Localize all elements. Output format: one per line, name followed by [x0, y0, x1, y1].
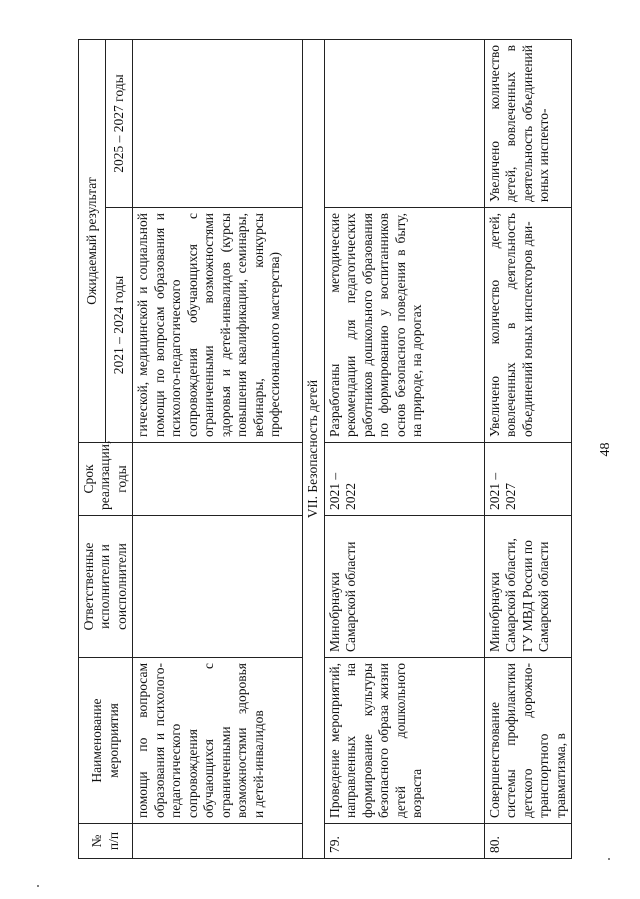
row-result-a: Разработаны методические рекомендации для педагогических работников дошкольного образования по формированию у воспитанников основ безопасного поведения в быту, на природе, на дорогах: [324, 208, 484, 443]
col-result-header: Ожидаемый результат: [79, 40, 106, 443]
row-num: 80.: [484, 824, 571, 859]
row-name: помощи по вопросам образования и психолого-педагогического сопровождения обучающихся с ограниченными возможностями здоровья и детей-инвалидов: [133, 658, 303, 824]
row-result-a: гической, медицинской и социальной помощи по вопросам образования и психолого-педагогического сопровождения обучающихся с ограниченными возможностями здоровья и детей-инвалидов (курсы повышения квалификации, семинары, вебинары, конкурсы профессионального мастерства): [133, 208, 303, 443]
row-term: [133, 443, 303, 516]
page-number: 48: [598, 442, 613, 457]
section-row: [303, 40, 324, 859]
row-executors: Минобрнауки Самарской области, ГУ МВД России по Самарской области: [484, 516, 571, 658]
col-name-header: Наименование мероприятия: [79, 658, 133, 824]
scan-speck: [37, 885, 39, 887]
row-result-b: Увеличено количество детей, вовлеченных в деятельность объединений юных инспекто-: [484, 40, 571, 208]
row-term: 2021 – 2022: [324, 443, 484, 516]
table-row: [324, 40, 484, 859]
header-row: [79, 40, 106, 859]
row-name: Совершенствование системы профилактики детского дорожно-транспортного травматизма, в: [484, 658, 571, 824]
col-term-header: Срок реализации, годы: [79, 443, 133, 516]
row-num: 79.: [324, 824, 484, 859]
row-name: Проведение мероприятий, направленных на формирование культуры безопасного образа жизни детей дошкольного возраста: [324, 658, 484, 824]
row-result-b: [133, 40, 303, 208]
col-result-a-header: 2021 – 2024 годы: [106, 208, 133, 443]
row-num: [133, 824, 303, 859]
col-executors-header: Ответственные исполнители и соисполнители: [79, 516, 133, 658]
row-executors: [133, 516, 303, 658]
row-result-b: [324, 40, 484, 208]
table-row: [484, 40, 571, 859]
scan-speck: [608, 858, 610, 860]
row-result-a: Увеличено количество детей, вовлеченных в деятельность объединений юных инспекторов дви-: [484, 208, 571, 443]
measures-table: [78, 39, 572, 859]
col-result-b-header: 2025 – 2027 годы: [106, 40, 133, 208]
table-row: [133, 40, 303, 859]
col-num-header: № п/п: [79, 824, 133, 859]
row-term: 2021 – 2027: [484, 443, 571, 516]
section-title: VII. Безопасность детей: [303, 40, 324, 859]
row-executors: Минобрнауки Самарской области: [324, 516, 484, 658]
